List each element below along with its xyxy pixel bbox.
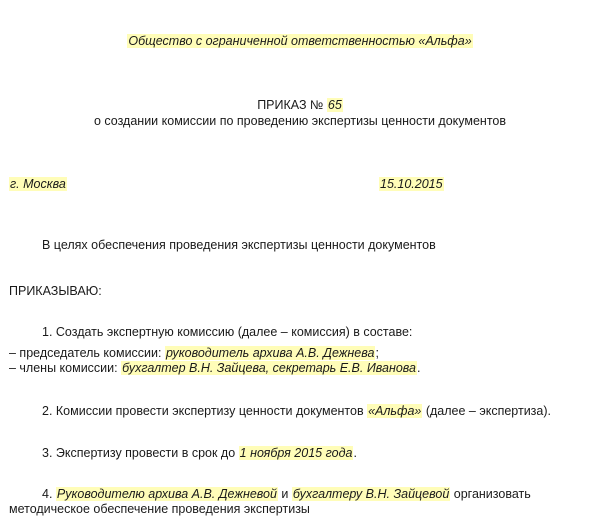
item-2-prefix: 2. Комиссии провести экспертизу ценности документов — [42, 404, 368, 418]
item-3-value: 1 ноября 2015 года — [239, 446, 353, 460]
chair-prefix: – председатель комиссии: — [9, 346, 165, 360]
item-4-value-1: Руководителю архива А.В. Дежневой — [56, 487, 277, 501]
order-title — [0, 98, 600, 113]
members-prefix: – члены комиссии: — [9, 361, 122, 375]
item-4-prefix: 4. — [42, 487, 56, 501]
item-4 — [42, 487, 531, 502]
item-4-suffix: организовать — [450, 487, 531, 501]
members-suffix: . — [417, 361, 421, 375]
item-3-suffix: . — [353, 446, 357, 460]
organization-name — [0, 34, 600, 49]
date-highlight: 15.10.2015 — [380, 177, 443, 191]
item-2-value: «Альфа» — [368, 404, 422, 418]
members-value: бухгалтер В.Н. Зайцева, секретарь Е.В. Иванова — [122, 361, 416, 375]
item-4-continuation: методическое обеспечение проведения экспертизы — [9, 502, 310, 516]
chair-suffix: ; — [375, 346, 379, 360]
place-highlight: г. Москва — [10, 177, 66, 191]
item-4-middle: и — [277, 487, 292, 501]
order-date — [379, 177, 444, 192]
chair-value: руководитель архива А.В. Дежнева — [165, 346, 375, 360]
order-word: ПРИКАЗЫВАЮ: — [9, 284, 102, 298]
item-2-suffix: (далее – экспертиза). — [422, 404, 551, 418]
order-number: 65 — [327, 98, 342, 112]
item-3-prefix: 3. Экспертизу провести в срок до — [42, 446, 239, 460]
organization-highlight: Общество с ограниченной ответственностью «Альфа» — [128, 34, 472, 48]
item-1: 1. Создать экспертную комиссию (далее – комиссия) в составе: — [42, 325, 413, 339]
item-1-chair — [9, 346, 379, 361]
item-1-members — [9, 361, 420, 376]
item-2 — [42, 404, 551, 419]
place — [9, 177, 67, 192]
item-3 — [42, 446, 357, 461]
order-subtitle: о создании комиссии по проведению экспертизы ценности документов — [93, 114, 507, 128]
item-4-value-2: бухгалтеру В.Н. Зайцевой — [292, 487, 450, 501]
preamble: В целях обеспечения проведения экспертизы ценности документов — [42, 238, 436, 252]
order-title-prefix: ПРИКАЗ № — [257, 98, 327, 112]
